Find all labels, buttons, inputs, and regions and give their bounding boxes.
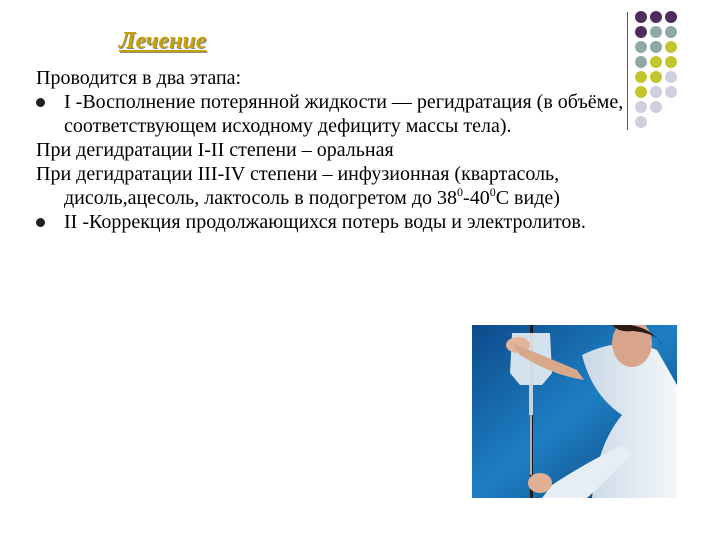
slide-title: Лечение — [119, 28, 207, 54]
iv-drip-photo — [472, 325, 677, 498]
stage-one-text: I -Восполнение потерянной жидкости — регидратация (в объёме, соответствующем исходному дефициту массы тела). — [64, 91, 624, 137]
slide-body — [36, 66, 676, 234]
stage-two-text: II -Коррекция продолжающихся потерь воды и электролитов. — [64, 211, 586, 233]
decoration-dot — [650, 41, 662, 53]
intro-line: Проводится в два этапа: — [36, 67, 242, 89]
decoration-dot — [635, 26, 647, 38]
stage-two-item — [36, 210, 676, 234]
bullet-dot-icon — [36, 218, 45, 227]
decoration-dot — [650, 26, 662, 38]
decoration-dot — [635, 11, 647, 23]
degree-three-four-line — [36, 162, 676, 210]
stage-one-item — [36, 90, 676, 138]
decoration-dot — [665, 26, 677, 38]
superscript-zero-1: 0 — [457, 185, 464, 199]
decoration-dot — [635, 41, 647, 53]
decoration-dot — [650, 11, 662, 23]
superscript-zero-2: 0 — [489, 185, 496, 199]
degree-one-two-line: При дегидратации I-II степени – оральная — [36, 139, 394, 161]
temperature-range-text: -40 — [463, 187, 490, 209]
degree-three-four-text: При дегидратации III-IV степени – инфузионная (квартасоль, дисоль,ацесоль, лактосоль в подогретом до 38 — [36, 163, 560, 209]
bullet-dot-icon — [36, 98, 45, 107]
decoration-dot — [665, 41, 677, 53]
decoration-dot — [665, 11, 677, 23]
degree-three-four-end: С виде) — [495, 187, 560, 209]
